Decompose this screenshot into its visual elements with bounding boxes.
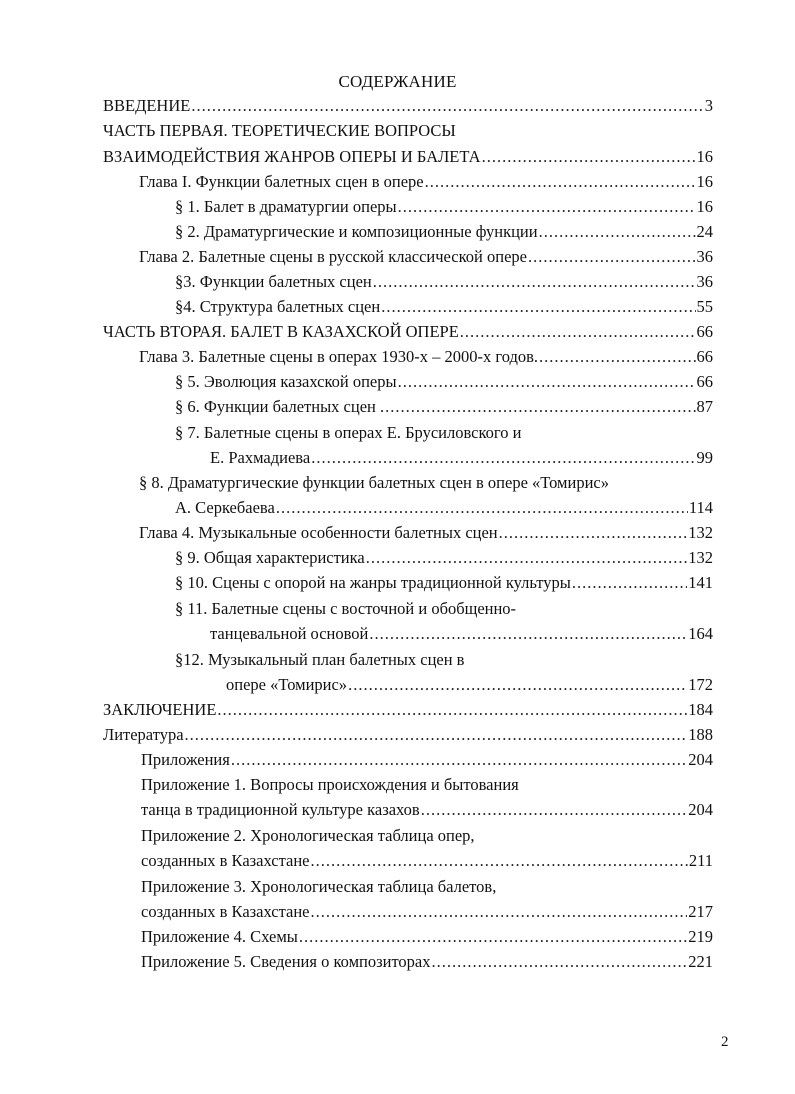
toc-leader-dots: [348, 673, 687, 697]
toc-part-one-title-line1[interactable]: ЧАСТЬ ПЕРВАЯ. ТЕОРЕТИЧЕСКИЕ ВОПРОСЫ: [103, 121, 456, 140]
toc-entry-label: § 9. Общая характеристика: [175, 548, 365, 567]
toc-entry-literature[interactable]: [103, 723, 713, 747]
toc-heading: СОДЕРЖАНИЕ: [338, 72, 457, 91]
toc-leader-dots: [539, 345, 695, 369]
toc-entry-label: созданных в Казахстане: [141, 902, 310, 921]
toc-entry-label: ВВЕДЕНИЕ: [103, 96, 191, 115]
toc-leader-dots: [499, 521, 688, 545]
toc-entry-page: 132: [688, 523, 713, 542]
toc-entry-page: 36: [696, 247, 713, 266]
toc-entry-label: §4. Структура балетных сцен: [175, 297, 381, 316]
toc-leader-dots: [373, 270, 696, 294]
toc-entry-page: 66: [696, 372, 713, 391]
toc-entry-introduction[interactable]: [103, 94, 713, 118]
toc-entry-label: ЗАКЛЮЧЕНИЕ: [103, 700, 217, 719]
toc-leader-dots: [276, 496, 688, 520]
toc-entry-label: § 10. Сцены с опорой на жанры традиционной культуры: [175, 573, 571, 592]
toc-entry-section-2[interactable]: [175, 220, 713, 244]
page-number: 2: [721, 1034, 729, 1050]
toc-entry-page: 36: [696, 272, 713, 291]
toc-leader-dots: [528, 245, 696, 269]
toc-entry-label: § 1. Балет в драматургии оперы: [175, 197, 397, 216]
toc-leader-dots: [539, 220, 696, 244]
toc-entry-section-10[interactable]: [175, 571, 713, 595]
toc-section-8-line1[interactable]: § 8. Драматургические функции балетных сцен в опере «Томирис»: [139, 473, 609, 492]
toc-entry-section-9[interactable]: [175, 546, 713, 570]
toc-leader-dots: [299, 925, 687, 949]
toc-entry-label: Глава 4. Музыкальные особенности балетных сцен: [139, 523, 498, 542]
toc-leader-dots: [217, 698, 687, 722]
toc-appendix-3-line1[interactable]: Приложение 3. Хронологическая таблица балетов,: [141, 877, 497, 896]
toc-leader-dots: [191, 94, 703, 118]
toc-entry-part-one[interactable]: [103, 145, 713, 169]
toc-entry-section-6[interactable]: [175, 395, 713, 419]
toc-entry-appendix-3[interactable]: [141, 900, 713, 924]
toc-entry-page: 141: [688, 573, 713, 592]
toc-entry-page: 66: [696, 347, 713, 366]
toc-entry-page: 172: [688, 675, 713, 694]
toc-entry-page: 55: [696, 297, 713, 316]
toc-leader-dots: [366, 546, 688, 570]
toc-entry-page: 221: [688, 952, 713, 971]
toc-entry-section-7[interactable]: [210, 446, 713, 470]
toc-leader-dots: [432, 950, 688, 974]
toc-entry-label: Е. Рахмадиева: [210, 448, 311, 467]
toc-entry-appendix-4[interactable]: [141, 925, 713, 949]
toc-entry-section-8[interactable]: [175, 496, 713, 520]
toc-entry-label: А. Серкебаева: [175, 498, 275, 517]
toc-entry-page: 204: [688, 800, 713, 819]
toc-entry-appendix-5[interactable]: [141, 950, 713, 974]
toc-entry-label: §3. Функции балетных сцен: [175, 272, 372, 291]
toc-entry-page: 99: [696, 448, 713, 467]
toc-entry-label: Глава 2. Балетные сцены в русской классической опере: [139, 247, 527, 266]
toc-entry-page: 132: [688, 548, 713, 567]
toc-entry-label: § 6. Функции балетных сцен .: [175, 397, 385, 416]
toc-entry-label: Приложение 4. Схемы: [141, 927, 298, 946]
toc-entry-page: 24: [696, 222, 713, 241]
toc-entry-chapter-2[interactable]: [139, 245, 713, 269]
toc-entry-page: 66: [696, 322, 713, 341]
toc-entry-section-11[interactable]: [210, 622, 713, 646]
toc-entry-label: § 5. Эволюция казахской оперы: [175, 372, 397, 391]
toc-entry-label: Приложения: [141, 750, 230, 769]
toc-entry-appendices[interactable]: [141, 748, 713, 772]
toc-leader-dots: [381, 295, 695, 319]
toc-entry-page: 16: [696, 172, 713, 191]
toc-entry-page: 204: [688, 750, 713, 769]
toc-entry-chapter-3[interactable]: [139, 345, 713, 369]
toc-entry-page: 188: [688, 725, 713, 744]
toc-entry-page: 3: [704, 96, 713, 115]
toc-entry-label: Литература: [103, 725, 184, 744]
toc-entry-page: 219: [688, 927, 713, 946]
toc-leader-dots: [398, 370, 696, 394]
toc-entry-section-3[interactable]: [175, 270, 713, 294]
toc-entry-label: опере «Томирис»: [226, 675, 348, 694]
toc-section-7-line1[interactable]: § 7. Балетные сцены в операх Е. Брусиловского и: [175, 423, 522, 442]
toc-section-12-line1[interactable]: §12. Музыкальный план балетных сцен в: [175, 650, 465, 669]
toc-entry-section-1[interactable]: [175, 195, 713, 219]
toc-section-11-line1[interactable]: § 11. Балетные сцены с восточной и обобщенно-: [175, 599, 517, 618]
toc-entry-page: 217: [688, 902, 713, 921]
toc-entry-chapter-1[interactable]: [139, 170, 713, 194]
toc-entry-label: ВЗАИМОДЕЙСТВИЯ ЖАНРОВ ОПЕРЫ И БАЛЕТА: [103, 147, 481, 166]
toc-entry-label: ЧАСТЬ ВТОРАЯ. БАЛЕТ В КАЗАХСКОЙ ОПЕРЕ: [103, 322, 459, 341]
toc-entry-label: § 2. Драматургические и композиционные функции: [175, 222, 538, 241]
toc-leader-dots: [369, 622, 687, 646]
toc-entry-label: Глава 3. Балетные сцены в операх 1930-х – 2000-х годов.: [139, 347, 539, 366]
toc-entry-section-4[interactable]: [175, 295, 713, 319]
toc-entry-page: 87: [696, 397, 713, 416]
toc-entry-label: созданных в Казахстане: [141, 851, 310, 870]
toc-entry-part-two[interactable]: [103, 320, 713, 344]
toc-appendix-1-line1[interactable]: Приложение 1. Вопросы происхождения и бытования: [141, 775, 519, 794]
toc-entry-section-5[interactable]: [175, 370, 713, 394]
toc-leader-dots: [421, 798, 688, 822]
toc-leader-dots: [572, 571, 687, 595]
toc-leader-dots: [460, 320, 696, 344]
toc-entry-page: 114: [688, 498, 713, 517]
toc-leader-dots: [231, 748, 687, 772]
toc-appendix-2-line1[interactable]: Приложение 2. Хронологическая таблица опер,: [141, 826, 475, 845]
toc-leader-dots: [398, 195, 696, 219]
toc-entry-page: 184: [688, 700, 713, 719]
toc-entry-conclusion[interactable]: [103, 698, 713, 722]
toc-entry-chapter-4[interactable]: [139, 521, 713, 545]
toc-leader-dots: [311, 900, 688, 924]
toc-entry-label: танца в традиционной культуре казахов: [141, 800, 420, 819]
toc-entry-page: 164: [688, 624, 713, 643]
toc-entry-label: Глава I. Функции балетных сцен в опере: [139, 172, 424, 191]
toc-entry-page: 211: [688, 851, 713, 870]
toc-entry-page: 16: [696, 197, 713, 216]
toc-leader-dots: [185, 723, 688, 747]
toc-entry-label: танцевальной основой: [210, 624, 369, 643]
toc-leader-dots: [311, 446, 695, 470]
toc-entry-label: Приложение 5. Сведения о композиторах: [141, 952, 431, 971]
toc-entry-section-12[interactable]: [226, 673, 713, 697]
toc-leader-dots: [311, 849, 688, 873]
toc-leader-dots: [425, 170, 696, 194]
toc-leader-dots: [385, 395, 695, 419]
toc-leader-dots: [482, 145, 696, 169]
toc-entry-page: 16: [696, 147, 713, 166]
toc-entry-appendix-2[interactable]: [141, 849, 713, 873]
toc-entry-appendix-1[interactable]: [141, 798, 713, 822]
